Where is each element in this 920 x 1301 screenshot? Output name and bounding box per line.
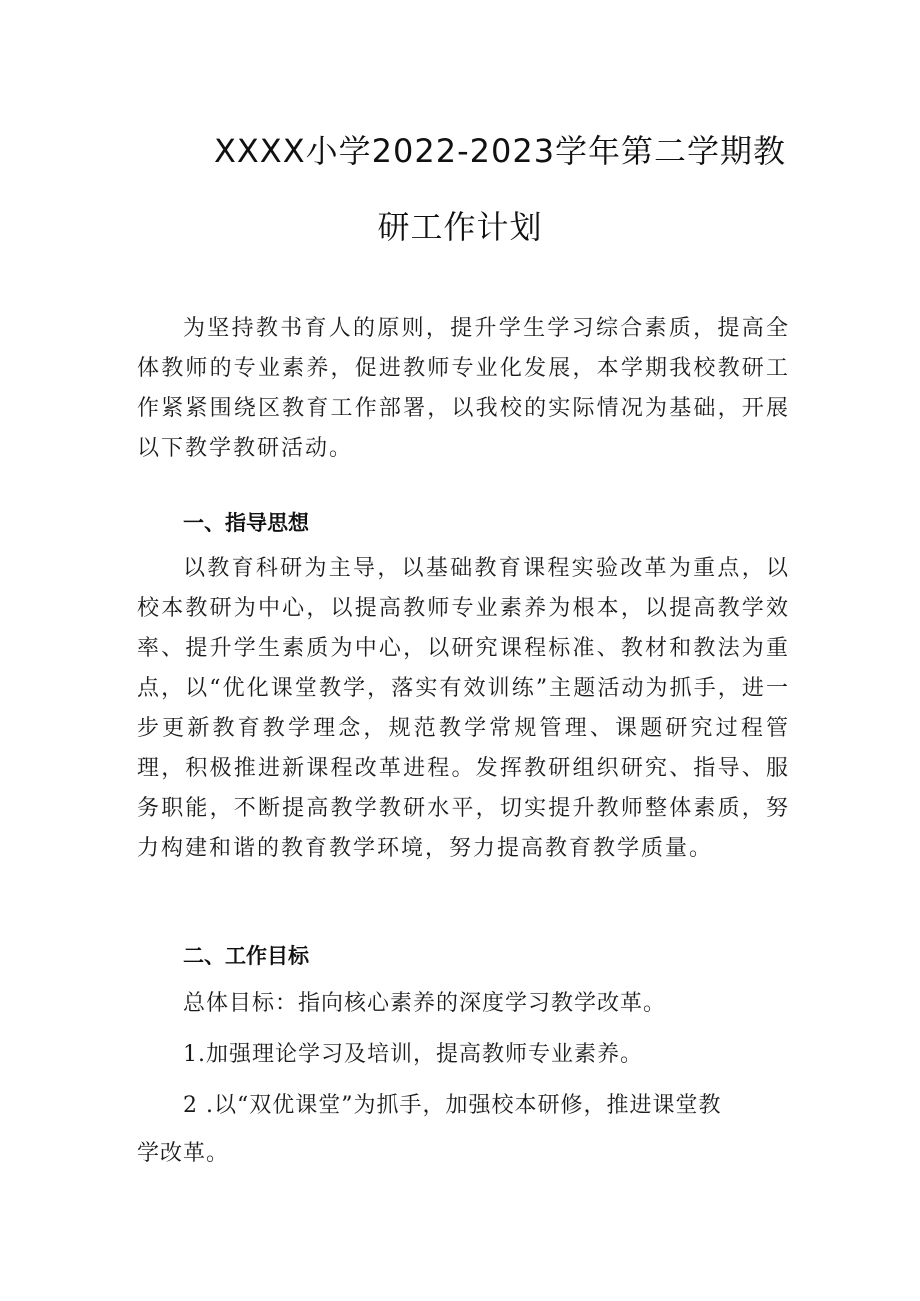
section-heading-guiding-ideology: 一、指导思想 xyxy=(183,511,309,535)
goal-item-2-continued: 学改革。 xyxy=(137,1141,230,1166)
intro-paragraph: 为坚持教书育人的原则，提升学生学习综合素质，提高全体教师的专业素养，促进教师专业化发展，本学期我校教研工作紧紧围绕区教育工作部署，以我校的实际情况为基础，开展以下教学教研活动。 xyxy=(137,316,790,461)
overall-goal: 总体目标：指向核心素养的深度学习教学改革。 xyxy=(183,991,667,1016)
section-heading-work-goals: 二、工作目标 xyxy=(183,944,309,968)
goal-item-1: 1.加强理论学习及培训，提高教师专业素养。 xyxy=(183,1042,643,1067)
goal-item-2: 2 .以“双优课堂”为抓手，加强校本研修，推进课堂教 xyxy=(183,1093,722,1118)
document-title-line-2: 研工作计划 xyxy=(377,208,543,246)
guiding-ideology-paragraph: 以教育科研为主导，以基础教育课程实验改革为重点，以校本教研为中心，以提高教师专业素养为根本，以提高教学效率、提升学生素质为中心，以研究课程标准、教材和教法为重点，以“优化课堂教学，落实有效训练”主题活动为抓手，进一步更新教育教学理念，规范教学常规管理、课题研究过程管理，积极推进新课程改革进程。发挥教研组织研究、指导、服务职能，不断提高教学教研水平，切实提升教师整体素质，努力构建和谐的教育教学环境，努力提高教育教学质量。 xyxy=(137,556,790,861)
document-title-line-1: XXXX小学2022-2023学年第二学期教 xyxy=(213,132,787,170)
